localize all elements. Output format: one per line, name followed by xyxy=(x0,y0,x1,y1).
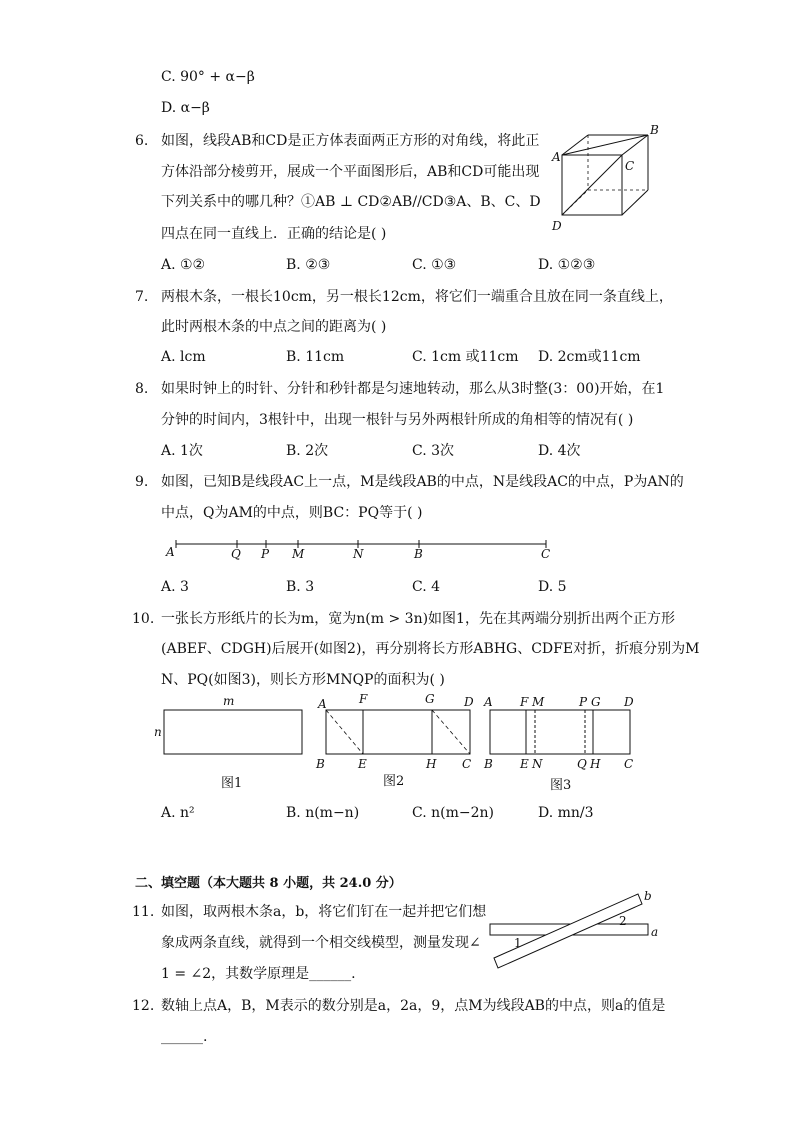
cube-figure xyxy=(540,120,670,235)
q9-line-1: 如图，已知B是线段AC上一点，M是线段AB的中点，N是线段AC的中点，P为AN的 xyxy=(161,474,684,490)
q7-option-d: D. 2cm或11cm xyxy=(538,349,641,365)
fig2-label-e: E xyxy=(358,757,367,771)
fig2-label-h: H xyxy=(426,757,437,771)
q7-option-a: A. lcm xyxy=(161,349,206,365)
q6-option-d: D. ①②③ xyxy=(538,257,596,273)
point-label-q: Q xyxy=(231,547,241,561)
sticks-figure xyxy=(488,888,668,978)
stick-label-a: a xyxy=(651,925,659,939)
q8-line-2: 分钟的时间内，3根针中，出现一根针与另外两根针所成的角相等的情况有( ) xyxy=(161,412,634,428)
point-label-c: C xyxy=(541,547,551,561)
q6-option-b: B. ②③ xyxy=(286,257,331,273)
cube-label-a: A xyxy=(552,150,561,164)
fig3-label-d: D xyxy=(624,695,634,709)
fig1-label-n: n xyxy=(154,725,162,739)
fig3-label-c: C xyxy=(624,757,634,771)
q10-option-a: A. n² xyxy=(161,805,195,821)
cube-label-b: B xyxy=(650,123,659,137)
q7-line-1: 两根木条，一根长10cm，另一根长12cm，将它们一端重合且放在同一条直线上， xyxy=(161,289,673,305)
cube-label-d: D xyxy=(552,219,562,233)
stick-label-b: b xyxy=(644,889,652,903)
q7-number: 7. xyxy=(135,289,149,305)
point-label-n: N xyxy=(353,547,364,561)
q10-number: 10. xyxy=(132,611,155,627)
fig3-label-p: P xyxy=(579,695,588,709)
point-label-a: A xyxy=(166,545,175,559)
q11-line-2: 象成两条直线，就得到一个相交线模型，测量发现∠ xyxy=(161,935,481,951)
segment-figure xyxy=(160,532,560,564)
fig2-label-g: G xyxy=(425,692,435,706)
figure-2 xyxy=(312,690,482,772)
point-label-b: B xyxy=(414,547,423,561)
q12-line-1: 数轴上点A，B，M表示的数分别是a，2a，9，点M为线段AB的中点，则a的值是 xyxy=(161,998,666,1014)
fig2-label-f: F xyxy=(359,692,368,706)
fig3-label-m: M xyxy=(532,695,545,709)
fig3-label-q: Q xyxy=(577,757,587,771)
q9-option-d: D. 5 xyxy=(538,579,567,595)
q8-option-b: B. 2次 xyxy=(286,443,329,459)
q8-option-c: C. 3次 xyxy=(412,443,455,459)
point-label-p: P xyxy=(261,547,270,561)
q6-line-2: 方体沿部分棱剪开，展成一个平面图形后，AB和CD可能出现 xyxy=(161,164,540,180)
fig2-label-d: D xyxy=(464,695,474,709)
q10-option-b: B. n(m−n) xyxy=(286,805,360,821)
q11-line-3: 1 = ∠2，其数学原理是______. xyxy=(161,966,356,982)
fig3-caption: 图3 xyxy=(550,778,572,793)
point-label-m: M xyxy=(292,547,305,561)
q7-line-2: 此时两根木条的中点之间的距离为( ) xyxy=(161,319,387,335)
fig3-label-b: B xyxy=(484,757,493,771)
q10-line-2: (ABEF、CDGH)后展开(如图2)，再分别将长方形ABHG、CDFE对折，折痕分别为M xyxy=(161,641,700,657)
q12-number: 12. xyxy=(132,998,155,1014)
q8-option-d: D. 4次 xyxy=(538,443,581,459)
q10-line-3: N、PQ(如图3)，则长方形MNQP的面积为( ) xyxy=(161,672,445,688)
fig3-label-e: E xyxy=(520,757,529,771)
q7-option-b: B. 11cm xyxy=(286,349,345,365)
prev-option-c: C. 90° + α−β xyxy=(161,69,255,85)
figure-1 xyxy=(150,692,310,762)
fig2-label-c: C xyxy=(462,757,472,771)
angle-label-2: 2 xyxy=(619,914,627,928)
q11-line-1: 如图，取两根木条a，b，将它们钉在一起并把它们想 xyxy=(161,904,487,920)
fig3-label-n: N xyxy=(532,757,543,771)
q12-line-2: ______. xyxy=(161,1029,208,1045)
section-title: 二、填空题（本大题共 8 小题，共 24.0 分） xyxy=(135,876,402,891)
fig3-label-a: A xyxy=(484,695,493,709)
q9-option-b: B. 3 xyxy=(286,579,315,595)
figure-3 xyxy=(478,690,648,772)
q6-line-1: 如图，线段AB和CD是正方体表面两正方形的对角线，将此正 xyxy=(161,133,540,149)
q6-number: 6. xyxy=(135,133,149,149)
q6-option-c: C. ①③ xyxy=(412,257,457,273)
q9-line-2: 中点，Q为AM的中点，则BC：PQ等于( ) xyxy=(161,505,423,521)
q11-number: 11. xyxy=(132,904,155,920)
angle-label-1: 1 xyxy=(514,936,522,950)
prev-option-d: D. α−β xyxy=(161,100,210,116)
q6-option-a: A. ①② xyxy=(161,257,206,273)
q7-option-c: C. 1cm 或11cm xyxy=(412,349,519,365)
q6-line-3: 下列关系中的哪几种？①AB ⊥ CD②AB//CD③A、B、C、D xyxy=(161,194,541,210)
cube-label-c: C xyxy=(625,159,635,173)
q6-line-4: 四点在同一直线上．正确的结论是( ) xyxy=(161,226,387,242)
q10-line-1: 一张长方形纸片的长为m，宽为n(m > 3n)如图1，先在其两端分别折出两个正方形 xyxy=(161,611,675,627)
fig2-label-a: A xyxy=(318,697,327,711)
q9-option-a: A. 3 xyxy=(161,579,189,595)
q9-number: 9. xyxy=(135,474,149,490)
q8-number: 8. xyxy=(135,381,149,397)
fig1-caption: 图1 xyxy=(221,776,243,791)
q8-line-1: 如果时钟上的时针、分针和秒针都是匀速地转动，那么从3时整(3：00)开始，在1 xyxy=(161,381,665,397)
fig3-label-g: G xyxy=(591,695,601,709)
q8-option-a: A. 1次 xyxy=(161,443,203,459)
q10-option-c: C. n(m−2n) xyxy=(412,805,494,821)
q10-option-d: D. mn/3 xyxy=(538,805,594,821)
q9-option-c: C. 4 xyxy=(412,579,441,595)
fig2-label-b: B xyxy=(316,757,325,771)
fig3-label-h: H xyxy=(590,757,601,771)
fig2-caption: 图2 xyxy=(383,774,405,789)
fig3-label-f: F xyxy=(520,695,529,709)
fig1-label-m: m xyxy=(223,694,235,708)
